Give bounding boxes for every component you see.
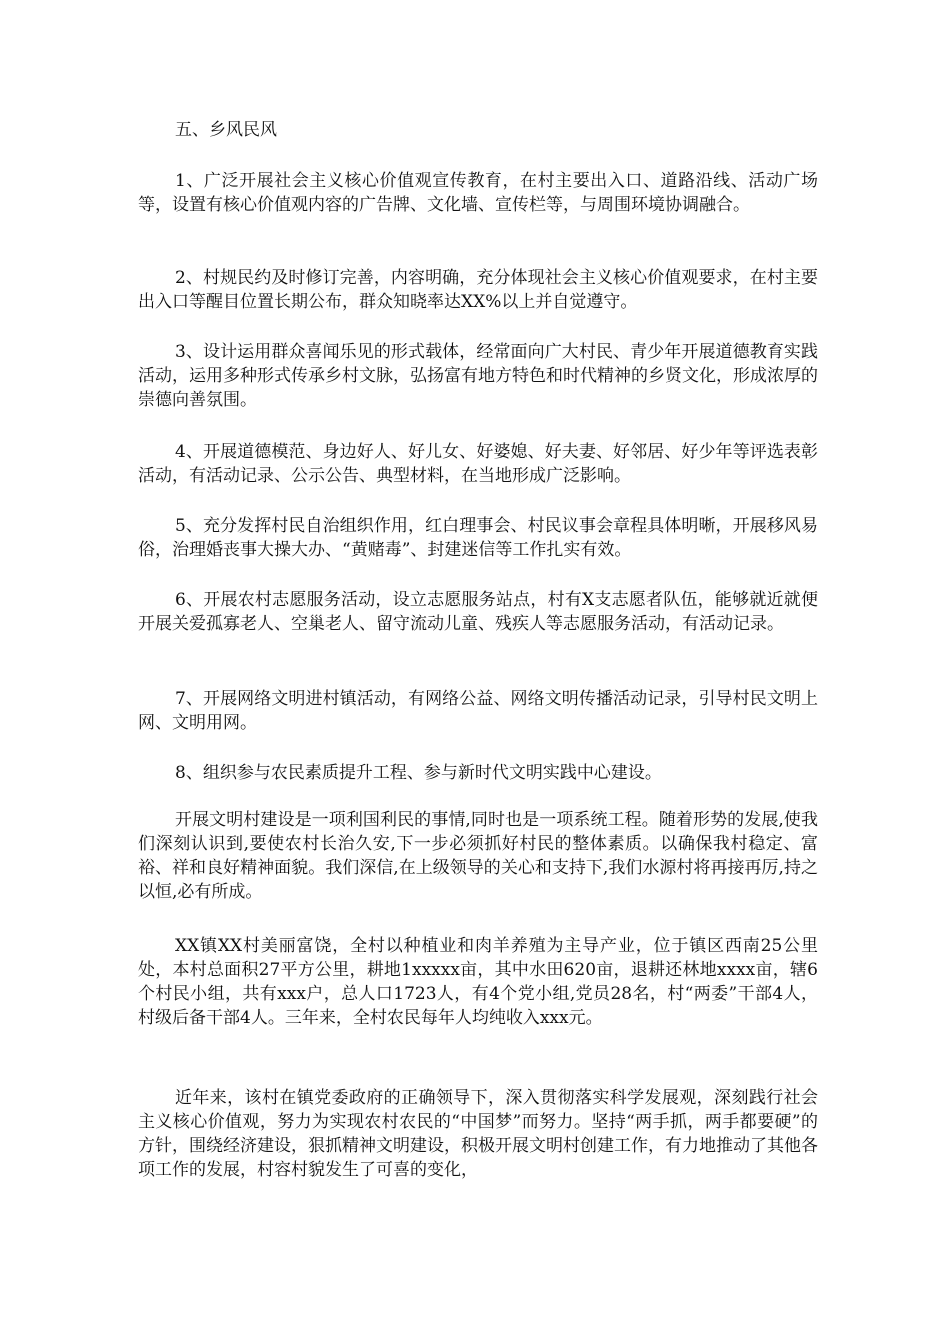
paragraph-11: 近年来，该村在镇党委政府的正确领导下，深入贯彻落实科学发展观，深刻践行社会主义核心价值观，努力为实现农村农民的“中国梦”而努力。坚持“两手抓，两手都要硬”的方针，围绕经济建设，狠抓精神文明建设，积极开展文明村创建工作，有力地推动了其他各项工作的发展，村容村貌发生了可喜的变化，: [138, 1088, 818, 1180]
paragraph-7: 7、开展网络文明进村镇活动，有网络公益、网络文明传播活动记录，引导村民文明上网、文明用网。: [138, 689, 818, 733]
paragraph-4: 4、开展道德模范、身边好人、好儿女、好婆媳、好夫妻、好邻居、好少年等评选表彰活动，有活动记录、公示公告、典型材料，在当地形成广泛影响。: [138, 442, 818, 486]
paragraph-3: 3、设计运用群众喜闻乐见的形式载体，经常面向广大村民、青少年开展道德教育实践活动，运用多种形式传承乡村文脉，弘扬富有地方特色和时代精神的乡贤文化，形成浓厚的崇德向善氛围。: [138, 342, 818, 410]
section-heading: 五、乡风民风: [175, 120, 277, 140]
paragraph-6: 6、开展农村志愿服务活动，设立志愿服务站点，村有X支志愿者队伍，能够就近就便开展关爱孤寡老人、空巢老人、留守流动儿童、残疾人等志愿服务活动，有活动记录。: [138, 590, 818, 634]
paragraph-5: 5、充分发挥村民自治组织作用，红白理事会、村民议事会章程具体明晰，开展移风易俗，治理婚丧事大操大办、“黄赌毒”、封建迷信等工作扎实有效。: [138, 516, 818, 560]
paragraph-2: 2、村规民约及时修订完善，内容明确，充分体现社会主义核心价值观要求，在村主要出入口等醒目位置长期公布，群众知晓率达XX%以上并自觉遵守。: [138, 268, 818, 312]
paragraph-1: 1、广泛开展社会主义核心价值观宣传教育，在村主要出入口、道路沿线、活动广场等，设置有核心价值观内容的广告牌、文化墙、宣传栏等，与周围环境协调融合。: [138, 171, 818, 215]
paragraph-10: XX镇XX村美丽富饶，全村以种植业和肉羊养殖为主导产业，位于镇区西南25公里处，本村总面积27平方公里，耕地1xxxxx亩，其中水田620亩，退耕还林地xxxx亩，辖6个村民小组，共有xxx户，总人口1723人，有4个党小组,党员28名，村“两委”干部4人，村级后备干部4人。三年来，全村农民每年人均纯收入xxx元。: [138, 936, 818, 1028]
paragraph-8: 8、组织参与农民素质提升工程、参与新时代文明实践中心建设。: [175, 763, 662, 783]
paragraph-9: 开展文明村建设是一项利国利民的事情,同时也是一项系统工程。随着形势的发展,使我们深刻认识到,要使农村长治久安,下一步必须抓好村民的整体素质。以确保我村稳定、富裕、祥和良好精神面貌。我们深信,在上级领导的关心和支持下,我们水源村将再接再厉,持之以恒,必有所成。: [138, 810, 818, 902]
